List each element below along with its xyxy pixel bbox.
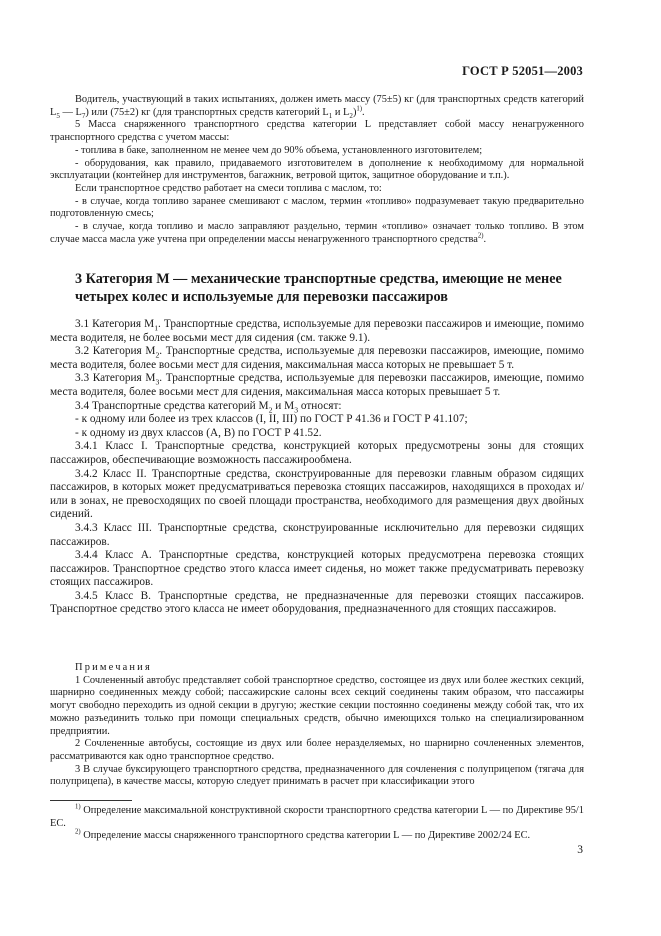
- section-3-title: 3 Категория М — механические транспортные средства, имеющие не менее четырех колес и используемые для перевозки пассажиров: [75, 271, 562, 305]
- notes-heading: Примечания: [75, 662, 152, 673]
- clause-3-4-4: 3.4.4 Класс А. Транспортные средства, конструкцией которых предусмотрена перевозка стоящих пассажиров. Транспортное средство этого класса имеет сиденья, но может также предусматривать перевозку стоящих пассажиров.: [50, 549, 584, 589]
- driver-mass-paragraph: Водитель, участвующий в таких испытаниях, должен иметь массу (75±5) кг (для транспортных средств категорий $L_5$ — $L_7$) или (75±2) кг (для транспортных средств категорий $L_1$ и $L_2)^{1)}$.: [50, 94, 584, 120]
- clause-3-4-3: 3.4.3 Класс III. Транспортные средства, сконструированные исключительно для перевозки сидящих пассажиров.: [50, 521, 584, 548]
- clause-5-mixture-paragraph: Если транспортное средство работает на смеси топлива с маслом, то:: [75, 182, 382, 194]
- clause-3-4-item-1: - к одному или более из трех классов (I, II, III) по ГОСТ Р 41.36 и ГОСТ Р 41.107;: [75, 413, 468, 426]
- clause-3-4-1: 3.4.1 Класс I. Транспортные средства, конструкцией которых предусмотрены зоны для стоящих пассажиров, обеспечивающие возможность пассажирообмена.: [50, 440, 584, 466]
- document-code-header: ГОСТ Р 52051—2003: [462, 64, 583, 78]
- footnote-ref-1: 1): [356, 105, 363, 113]
- clause-5-equipment-item: - оборудования, как правило, придаваемого изготовителем в дополнение к необходимому для нормальной эксплуатации (контейнер для инструментов, багажник, ветровой щиток, защитное оборудование и т.п.).: [50, 157, 584, 182]
- intro-block: [50, 94, 584, 246]
- section-3-body: [50, 318, 584, 617]
- clause-3-2: 3.2 Категория $М_2$. Транспортные средства, используемые для перевозки пассажиров, имеющие, помимо места водителя, более восьми мест для сидения, максимальная масса которых не превышает 5 т.: [50, 345, 585, 371]
- note-2: 2 Сочлененные автобусы, состоящие из двух или более неразделяемых, но шарнирно сочлененных элементов, рассматриваются как одно транспортное средство.: [50, 738, 584, 762]
- clause-3-4: 3.4 Транспортные средства категорий $М_2$ и $М_3$ относят:: [75, 399, 342, 414]
- clause-3-1: 3.1 Категория $М_1$. Транспортные средства, используемые для перевозки пассажиров и имеющие, помимо места водителя, не более восьми мест для сидения (см. также 9.1).: [50, 318, 585, 344]
- clause-3-3: 3.3 Категория $М_3$. Транспортные средства, используемые для перевозки пассажиров, имеющие, помимо места водителя, более восьми мест для сидения, максимальная масса которых превышает 5 т.: [50, 372, 585, 398]
- page-number: 3: [577, 844, 583, 856]
- footnote-divider: [50, 800, 132, 801]
- notes-block: [50, 662, 584, 789]
- clause-5-fuel-item: - топлива в баке, заполненном не менее чем до 90% объема, установленного изготовителем;: [75, 144, 483, 156]
- note-1: 1 Сочлененный автобус представляет собой транспортное средство, состоящее из двух или более жестких секций, шарнирно соединенных между собой; пассажирские салоны всех секций соединены таким образом, что пассажиры могут свободно переходить из одной секции в другую; жесткие секции постоянно соединены между собой так, что их можно разъединить только при помощи специальных средств, обычно имеющихся только на специализированном предприятии.: [50, 674, 584, 737]
- clause-5-premixed-item: - в случае, когда топливо заранее смешивают с маслом, термин «топливо» подразумевает такую предварительно подготовленную смесь;: [50, 195, 584, 220]
- footnotes-block: [50, 805, 584, 843]
- clause-5-separate-item: - в случае, когда топливо и масло заправляют раздельно, термин «топливо» означает только топливо. В этом случае масса масла уже учтена при определении массы ненагруженного транспортного средства$^{2)}$.: [50, 221, 584, 245]
- clause-3-4-2: 3.4.2 Класс II. Транспортные средства, сконструированные для перевозки главным образом сидящих пассажиров, в которых может предусматриваться перевозка стоящих пассажиров, находящихся в проходах и/или в зонах, не превосходящих по своей площади пространства, необходимого для размещения двух двойных сидений.: [50, 467, 584, 521]
- section-3-heading-block: [50, 271, 584, 306]
- clause-5-paragraph: 5 Масса снаряженного транспортного средства категории L представляет собой массу ненагруженного транспортного средства с учетом массы:: [50, 119, 584, 144]
- note-3: 3 В случае буксирующего транспортного средства, предназначенного для сочленения с полуприцепом (тягача для полуприцепа), в качестве массы, которую следует принимать в расчет при классификации этого: [50, 763, 584, 788]
- footnote-ref-2: 2): [477, 232, 484, 240]
- footnote-2: $^{2)}$ Определение массы снаряженного транспортного средства категории L — по Директиве 2002/24 ЕС.: [75, 828, 531, 842]
- clause-3-4-5: 3.4.5 Класс В. Транспортные средства, не предназначенные для перевозки стоящих пассажиров. Транспортное средство этого класса не имеет оборудования, предназначенного для стоящих пассажиров.: [50, 589, 584, 616]
- clause-3-4-item-2: - к одному из двух классов (А, В) по ГОСТ Р 41.52.: [75, 426, 322, 439]
- footnote-1: $^{1)}$ Определение максимальной конструктивной скорости транспортного средства категории L — по Директиве 95/1 ЕС.: [50, 803, 584, 829]
